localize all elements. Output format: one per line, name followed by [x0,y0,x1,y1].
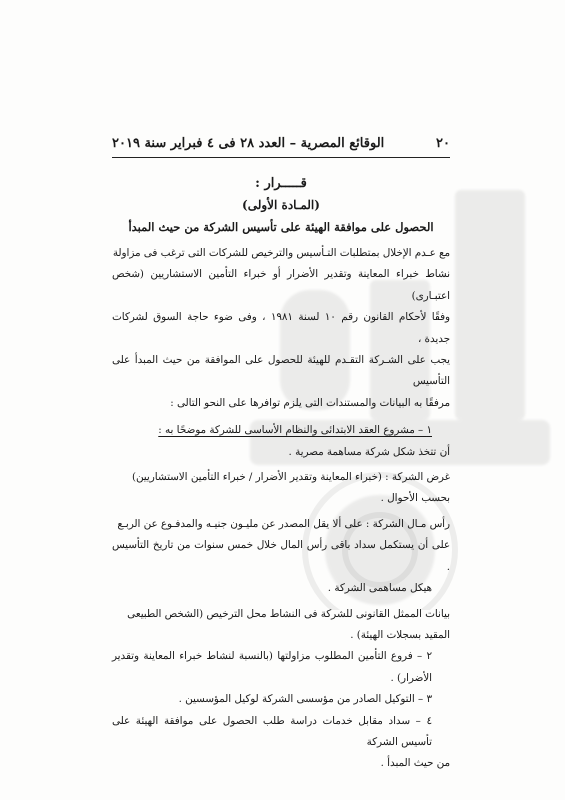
item-1-capital: على أن يستكمل سداد باقى رأس المال خلال خمس سنوات من تاريخ التأسيس . [112,539,450,573]
document-body [112,243,450,775]
item-1-representative: بيانات الممثل القانونى للشركة فى النشاط محل الترخيص (الشخص الطبيعى [127,607,450,620]
page-number: ٢٠ [436,135,450,151]
item-1-capital: رأس مـال الشركة : على ألا يقل المصدر عن مليـون جنيـه والمدفـوع عن الربـع [117,517,450,530]
item-1-form: أن تتخذ شكل شركة مساهمة مصرية . [288,445,450,458]
subject-heading: الحصول على موافقة الهيئة على تأسيس الشركة من حيث المبدأ [128,220,434,234]
publication-title: الوقائع المصرية – العدد ٢٨ فى ٤ فبراير سنة ٢٠١٩ [112,135,385,151]
intro-line: وفقًا لأحكام القانون رقم ١٠ لسنة ١٩٨١ ، وفى ضوء حاجة السوق لشركات جديدة ، [112,311,451,345]
item-4: من حيث المبدأ . [380,757,450,770]
item-1-title: ١ – مشروع العقد الابتدائى والنظام الأساسى للشركة موضحًا به : [158,424,432,437]
intro-line: مرفقًا به البيانات والمستندات التى يلزم توافرها على النحو التالى : [170,396,450,409]
article-heading: (المـادة الأولى) [242,198,320,212]
item-1-structure: هيكل مساهمى الشركة . [327,582,432,595]
intro-line: يجب على الشـركة التقـدم للهيئة للحصول على الموافقة من حيث المبدأ على التأسيس [112,354,450,388]
item-1-purpose: بحسب الأحوال . [380,492,450,505]
item-2: ٢ – فروع التأمين المطلوب مزاولتها (بالنسبة لنشاط خبراء المعاينة وتقدير الأضرار) . [112,650,432,684]
item-4: ٤ – سداد مقابل خدمات دراسة طلب الحصول على موافقة الهيئة على تأسيس الشركة [112,714,432,748]
page-header [112,132,450,154]
item-1-purpose: غرض الشركة : (خبراء المعاينة وتقدير الأضرار / خبراء التأمين الاستشاريين) [131,471,450,484]
decision-heading: قـــــرار : [255,176,307,191]
item-3: ٣ – التوكيل الصادر من مؤسسى الشركة لوكيل المؤسسين . [178,693,432,706]
item-1-representative: المقيد بسجلات الهيئة) . [350,628,450,641]
intro-line: مع عـدم الإخلال بمتطلبات التـأسيس والترخيص للشركات التى ترغب فى مزاولة [112,247,450,259]
header-divider [112,157,450,158]
intro-line: نشاط خبراء المعاينة وتقدير الأضرار أو خبراء التأمين الاستشاريين (شخص اعتبـارى) [112,268,450,302]
